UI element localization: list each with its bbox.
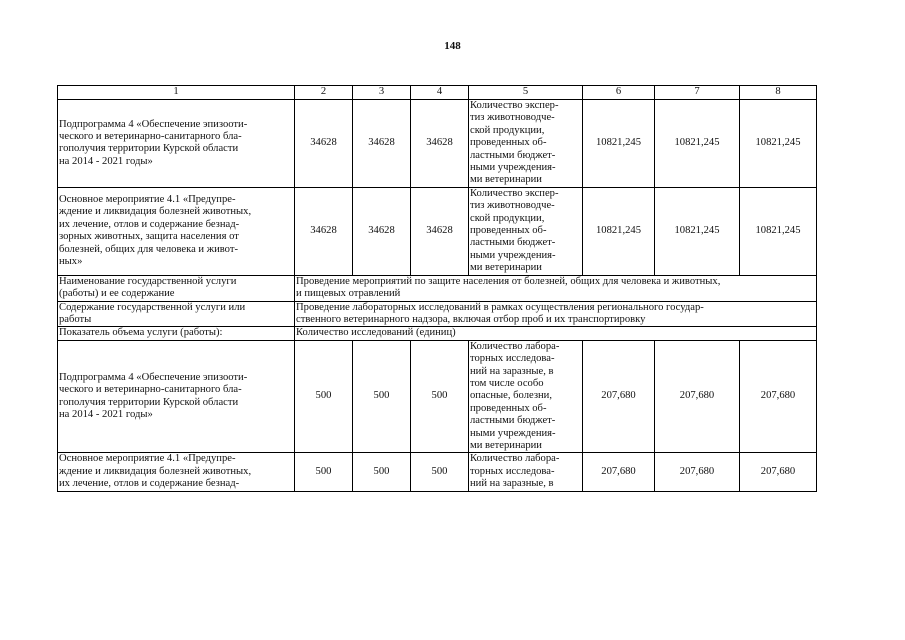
cell-value: 34628 — [295, 100, 353, 188]
row-name: Основное мероприятие 4.1 «Предупре- ждение и ликвидация болезней животных, их лечение, отлов и содержание безнад- — [58, 453, 295, 491]
cell-value: 207,680 — [655, 340, 740, 453]
header-cell-4: 4 — [411, 86, 469, 100]
cell-value: 207,680 — [740, 340, 817, 453]
header-cell-5: 5 — [469, 86, 583, 100]
cell-value: 207,680 — [583, 340, 655, 453]
service-name-label: Наименование государственной услуги (работы) и ее содержание — [58, 275, 295, 301]
cell-value: 500 — [295, 453, 353, 491]
row-name: Подпрограмма 4 «Обеспечение эпизооти- ческого и ветеринарно-санитарного бла- гополучия территории Курской области на 2014 - 2021 годы» — [58, 100, 295, 188]
service-name-value: Проведение мероприятий по защите населения от болезней, общих для человека и животных, и пищевых отравлений — [295, 275, 817, 301]
cell-value: 10821,245 — [740, 100, 817, 188]
table-row — [58, 453, 817, 491]
cell-value: 500 — [411, 453, 469, 491]
table-row — [58, 100, 817, 188]
table-row — [58, 275, 817, 301]
cell-value: 10821,245 — [583, 187, 655, 275]
indicator-text: Количество лабора- торных исследова- ний на заразные, в — [469, 453, 583, 491]
volume-indicator-label: Показатель объема услуги (работы): — [58, 327, 295, 340]
service-content-value: Проведение лабораторных исследований в рамках осуществления регионального государ- ственного ветеринарного надзора, включая отбор проб и их транспортировку — [295, 301, 817, 327]
volume-indicator-value: Количество исследований (единиц) — [295, 327, 817, 340]
cell-value: 10821,245 — [740, 187, 817, 275]
header-cell-6: 6 — [583, 86, 655, 100]
cell-value: 207,680 — [655, 453, 740, 491]
row-name: Подпрограмма 4 «Обеспечение эпизооти- ческого и ветеринарно-санитарного бла- гополучия территории Курской области на 2014 - 2021 годы» — [58, 340, 295, 453]
indicator-text: Количество экспер- тиз животноводче- ской продукции, проведенных об- ластными бюджет- ными учреждения- ми ветеринарии — [469, 187, 583, 275]
header-cell-8: 8 — [740, 86, 817, 100]
header-cell-7: 7 — [655, 86, 740, 100]
cell-value: 34628 — [353, 100, 411, 188]
cell-value: 10821,245 — [655, 100, 740, 188]
header-cell-2: 2 — [295, 86, 353, 100]
header-cell-1: 1 — [58, 86, 295, 100]
page-number: 148 — [444, 40, 461, 52]
cell-value: 34628 — [411, 100, 469, 188]
cell-value: 500 — [295, 340, 353, 453]
cell-value: 500 — [411, 340, 469, 453]
service-content-label: Содержание государственной услуги или работы — [58, 301, 295, 327]
header-cell-3: 3 — [353, 86, 411, 100]
data-table — [57, 85, 817, 492]
indicator-text: Количество лабора- торных исследова- ний на заразные, в том числе особо опасные, болезни, проведенных об- ластными бюджет- ными учреждения- ми ветеринарии — [469, 340, 583, 453]
indicator-text: Количество экспер- тиз животноводче- ской продукции, проведенных об- ластными бюджет- ными учреждения- ми ветеринарии — [469, 100, 583, 188]
table-row — [58, 327, 817, 340]
header-row — [58, 86, 817, 100]
row-name: Основное мероприятие 4.1 «Предупре- ждение и ликвидация болезней животных, их лечение, отлов и содержание безнад- зорных животных, защита населения от болезней, общих для человека и живот- ных» — [58, 187, 295, 275]
cell-value: 10821,245 — [583, 100, 655, 188]
cell-value: 34628 — [411, 187, 469, 275]
cell-value: 34628 — [353, 187, 411, 275]
table-row — [58, 301, 817, 327]
cell-value: 207,680 — [583, 453, 655, 491]
table-row — [58, 187, 817, 275]
cell-value: 34628 — [295, 187, 353, 275]
cell-value: 10821,245 — [655, 187, 740, 275]
cell-value: 500 — [353, 340, 411, 453]
table-row — [58, 340, 817, 453]
cell-value: 500 — [353, 453, 411, 491]
cell-value: 207,680 — [740, 453, 817, 491]
